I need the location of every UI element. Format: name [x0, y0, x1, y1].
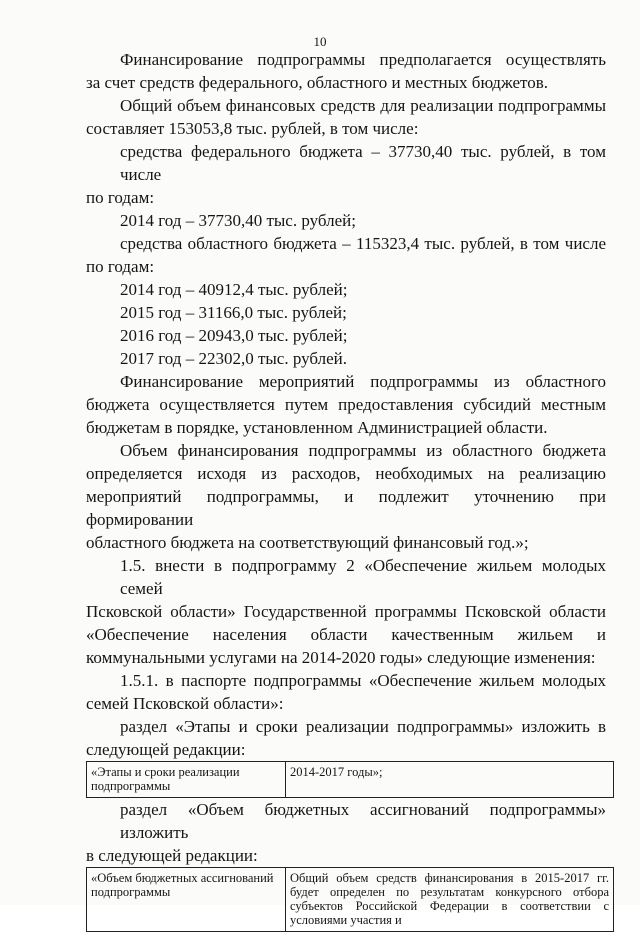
paragraph-line: Объем финансирования подпрограммы из областного бюджета — [120, 441, 606, 460]
paragraph-line: 1.5.1. в паспорте подпрограммы «Обеспечение жильем молодых — [120, 671, 606, 690]
year-line: 2017 год – 22302,0 тыс. рублей. — [120, 349, 348, 368]
table-row — [87, 762, 614, 798]
paragraph-line: областного бюджета на соответствующий финансовый год.»; — [86, 533, 529, 552]
table-row — [87, 868, 614, 932]
paragraph-line: за счет средств федерального, областного и местных бюджетов. — [86, 73, 548, 92]
table-cell-value: Общий объем средств финансирования в 2015-2017 гг. будет определен по результатам конкурсного отбора субъектов Российской Федерации в соответствии с условиями участия и — [290, 871, 609, 927]
table-cell-value: 2014-2017 годы»; — [286, 762, 614, 798]
table-cell-label: «Объем бюджетных ассигнований подпрограммы — [87, 868, 286, 932]
paragraph-line: определяется исходя из расходов, необходимых на реализацию — [86, 464, 606, 483]
paragraph-line: составляет 153053,8 тыс. рублей, в том числе: — [86, 119, 419, 138]
paragraph-line: в следующей редакции: — [86, 846, 258, 865]
paragraph-line: раздел «Объем бюджетных ассигнований подпрограммы» изложить — [120, 800, 606, 842]
paragraph-line: раздел «Этапы и сроки реализации подпрограммы» изложить в — [120, 717, 606, 736]
paragraph-line: семей Псковской области»: — [86, 694, 284, 713]
paragraph-line: 1.5. внести в подпрограмму 2 «Обеспечение жильем молодых семей — [120, 556, 606, 598]
paragraph-line: «Обеспечение населения области качественным жильем и — [86, 625, 606, 644]
paragraph-line: средства федерального бюджета – 37730,40 тыс. рублей, в том числе — [120, 142, 606, 184]
paragraph-line: Псковской области» Государственной программы Псковской области — [86, 602, 606, 621]
document-body — [86, 48, 609, 932]
stages-table — [86, 761, 614, 798]
table-cell-label: «Этапы и сроки реализации подпрограммы — [87, 762, 286, 798]
paragraph-line: Финансирование подпрограммы предполагается осуществлять — [120, 50, 606, 69]
paragraph-line: коммунальными услугами на 2014-2020 годы» следующие изменения: — [86, 648, 596, 667]
paragraph-line: Общий объем финансовых средств для реализации подпрограммы — [120, 96, 606, 115]
paragraph-line: бюджетам в порядке, установленном Администрацией области. — [86, 418, 548, 437]
paragraph-line: следующей редакции: — [86, 740, 246, 759]
paragraph-line: бюджета осуществляется путем предоставления субсидий местным — [86, 395, 606, 414]
budget-table — [86, 867, 614, 932]
year-line: 2016 год – 20943,0 тыс. рублей; — [120, 326, 348, 345]
paragraph-line: 2014 год – 37730,40 тыс. рублей; — [120, 211, 356, 230]
paragraph-line: по годам: — [86, 188, 155, 207]
paragraph-line: Финансирование мероприятий подпрограммы из областного — [120, 372, 606, 391]
paragraph-line: мероприятий подпрограммы, и подлежит уточнению при формировании — [86, 487, 606, 529]
paragraph-line: средства областного бюджета – 115323,4 тыс. рублей, в том числе — [120, 234, 606, 253]
paragraph-line: по годам: — [86, 257, 155, 276]
year-line: 2015 год – 31166,0 тыс. рублей; — [120, 303, 347, 322]
year-line: 2014 год – 40912,4 тыс. рублей; — [120, 280, 348, 299]
page-number: 10 — [313, 34, 327, 49]
table-cell-value-wrap — [286, 868, 614, 932]
